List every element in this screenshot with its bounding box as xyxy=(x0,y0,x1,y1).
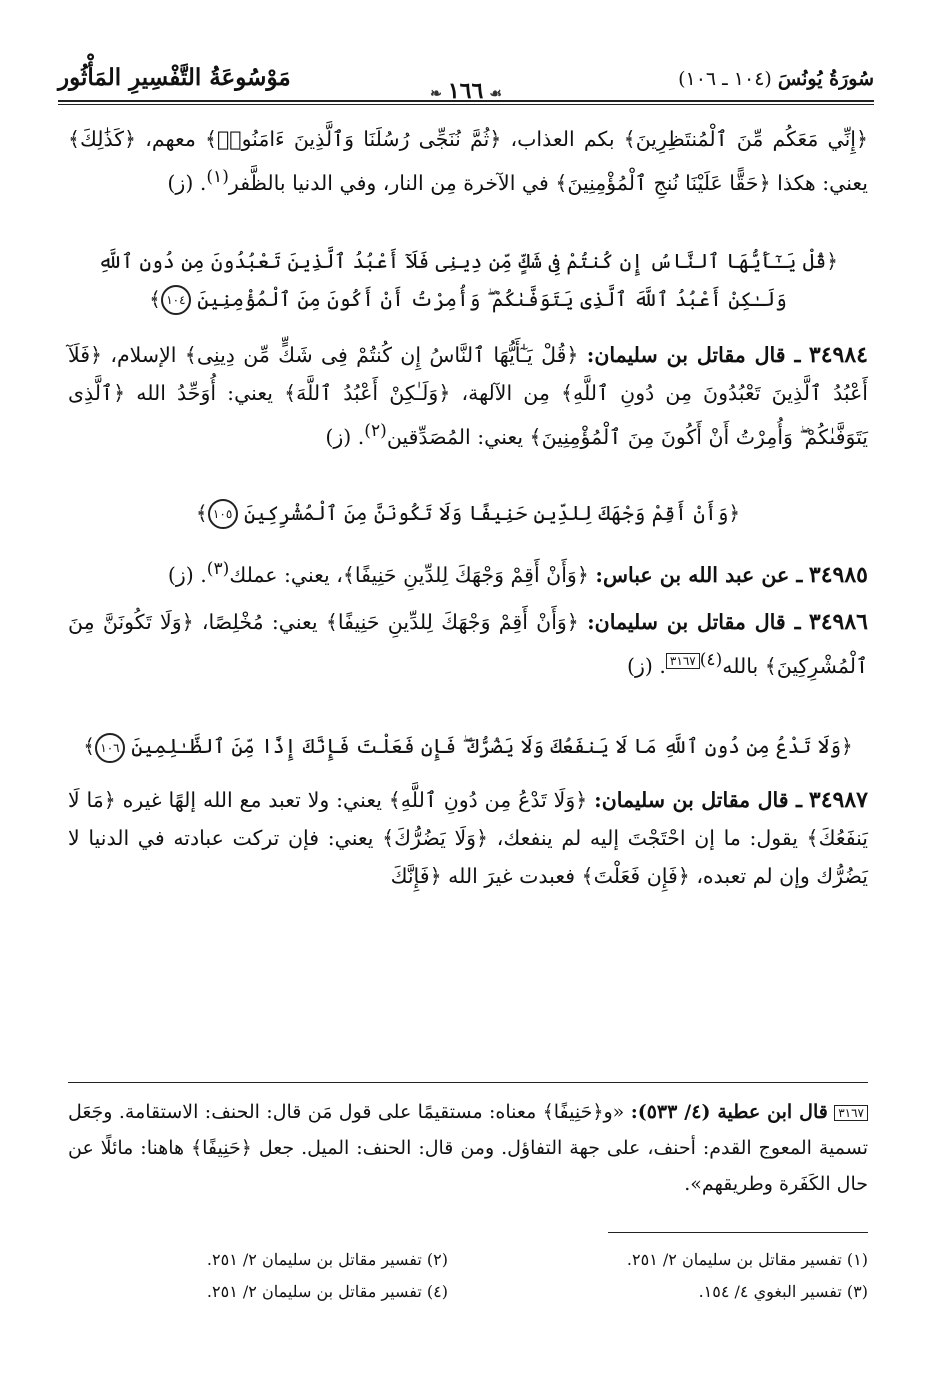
narration-34986 xyxy=(68,603,868,685)
riwaya-code: . (ز) xyxy=(167,562,207,587)
surah-name: سُورَةُ يُونُسَ xyxy=(777,68,874,90)
book-title: مَوْسُوعَةُ التَّفْسِيرِ المَأْثُور xyxy=(58,64,291,91)
intro-paragraph xyxy=(68,120,868,202)
ayah-104: ﴿قُلْ يَـٰٓأَيُّهَا ٱلنَّاسُ إِن كُنتُمْ فِى شَكٍّ مِّن دِينِى فَلَآ أَعْبُدُ ٱلَّذِينَ تَعْبُدُونَ مِن دُونِ ٱللَّهِ وَلَـٰكِنْ أَعْبُدُ ٱللَّهَ ٱلَّذِى يَتَوَفَّىٰكُمْ ۖ وَأُمِرْتُ أَنْ أَكُونَ مِنَ ٱلْمُؤْمِنِينَ ١٠٤﴾ xyxy=(68,242,868,318)
commentary-text: «و﴿حَنِيفًا﴾ معناه: مستقيمًا على قول مَن قال: الحنف: الاستقامة. وجَعَل تسمية المعوج القدم: أحنف، على جهة التفاؤل. ومن قال: الحنف: الميل. جعل ﴿حَنِيفًا﴾ هاهنا: مائلًا عن حال الكَفَرة وطريقهم». xyxy=(68,1101,868,1195)
footnote-item: (٢) تفسير مقاتل بن سليمان ٢/ ٢٥١. xyxy=(206,1250,448,1269)
footnote-item: (٤) تفسير مقاتل بن سليمان ٢/ ٢٥١. xyxy=(206,1282,448,1301)
footnote-ref: (٣) xyxy=(206,558,230,579)
narrator: ـ عن عبد الله بن عباس: xyxy=(595,562,803,587)
ayah-number-marker: ١٠٤ xyxy=(161,285,191,315)
ayah-105: ﴿وَأَنْ أَقِمْ وَجْهَكَ لِلدِّينِ حَنِيفًا وَلَا تَكُونَنَّ مِنَ ٱلْمُشْرِكِينَ ١٠٥﴾ xyxy=(68,494,868,532)
footnotes xyxy=(68,1244,868,1308)
riwaya-code: . (ز) xyxy=(626,654,666,679)
ornament-icon: ❧ xyxy=(430,86,442,102)
ayah-line: ﴿وَأَنْ أَقِمْ وَجْهَكَ لِلدِّينِ حَنِيفًا وَلَا تَكُونَنَّ مِنَ ٱلْمُشْرِكِينَ xyxy=(243,500,741,525)
header-rule-thin xyxy=(58,104,874,105)
footnote-item: (١) تفسير مقاتل بن سليمان ٢/ ٢٥١. xyxy=(626,1250,868,1269)
ayah-number-marker: ١٠٥ xyxy=(208,499,238,529)
narration-34985 xyxy=(68,550,868,594)
header-rule xyxy=(58,100,874,102)
narration-34984 xyxy=(68,336,868,456)
narration-text: ﴿وَأَنْ أَقِمْ وَجْهَكَ لِلدِّينِ حَنِيفًا﴾، يعني: عملك xyxy=(229,562,589,587)
narrator: ـ قال مقاتل بن سليمان: xyxy=(586,342,801,367)
commentary-note xyxy=(68,1094,868,1202)
ayah-line: وَلَـٰكِنْ أَعْبُدُ ٱللَّهَ ٱلَّذِى يَتَوَفَّىٰكُمْ ۖ وَأُمِرْتُ أَنْ أَكُونَ مِنَ ٱلْمُؤْمِنِينَ xyxy=(197,286,787,311)
narration-number: ٣٤٩٨٦ xyxy=(808,609,868,636)
narration-text: ﴿وَلَا تَدْعُ مِن دُونِ ٱللَّهِ﴾ يعني: ولا تعبد مع الله إلهًا غيره ﴿مَا لَا يَنفَعُكَ﴾ يقول: ما إن احْتَجْتَ إليه لم ينفعك، ﴿وَلَا يَضُرُّكَ﴾ يعني: فإن تركت عبادته في الدنيا لا يَضُرُّك وإن لم تعبده، ﴿فَإِن فَعَلْتَ﴾ فعبدت غيرَ الله ﴿فَإِنَّكَ xyxy=(68,788,868,889)
ornament-icon: ☙ xyxy=(489,86,502,102)
narration-number: ٣٤٩٨٤ xyxy=(808,341,868,368)
commentary-ref-box: ٣١٦٧ xyxy=(834,1105,868,1121)
narration-text: ﴿وَأَنْ أَقِمْ وَجْهَكَ لِلدِّينِ حَنِيفًا﴾ يعني: مُخْلِصًا، ﴿وَلَا تَكُونَنَّ مِنَ ٱلْمُشْرِكِينَ﴾ بالله xyxy=(68,610,868,679)
narration-number: ٣٤٩٨٥ xyxy=(808,561,868,588)
page-number: ١٦٦ xyxy=(447,78,484,104)
page-body xyxy=(68,120,868,895)
footnote-separator xyxy=(608,1232,868,1233)
commentary-ref-box: ٣١٦٧ xyxy=(666,653,700,669)
narrator: ـ قال مقاتل بن سليمان: xyxy=(587,610,801,635)
narration-text: ﴿قُلْ يَـٰٓأَيُّهَا ٱلنَّاسُ إِن كُنتُمْ فِى شَكٍّ مِّن دِينِى﴾ الإسلام، ﴿فَلَآ أَعْبُدُ ٱلَّذِينَ تَعْبُدُونَ مِن دُونِ ٱللَّهِ﴾ مِن الآلهة، ﴿وَلَـٰكِنْ أَعْبُدُ ٱللَّهَ﴾ يعني: أُوَحِّدُ الله ﴿ٱلَّذِى يَتَوَفَّىٰكُمْ ۖ وَأُمِرْتُ أَنْ أَكُونَ مِنَ ٱلْمُؤْمِنِينَ﴾ يعني: المُصَدِّقين xyxy=(68,342,868,449)
narration-34987 xyxy=(68,781,868,895)
footnote-ref: (٤) xyxy=(699,650,723,671)
riwaya-code: . (ز) xyxy=(167,170,207,195)
narrator: ـ قال مقاتل بن سليمان: xyxy=(594,788,803,813)
ayah-line: ﴿قُلْ يَـٰٓأَيُّهَا ٱلنَّاسُ إِن كُنتُمْ فِى شَكٍّ مِّن دِينِى فَلَآ أَعْبُدُ ٱلَّذِينَ تَعْبُدُونَ مِن دُونِ ٱللَّهِ xyxy=(98,248,838,273)
riwaya-code: . (ز) xyxy=(325,424,365,449)
footnote-item: (٣) تفسير البغوي ٤/ ١٥٤. xyxy=(698,1282,868,1301)
intro-line: ﴿إِنِّي مَعَكُم مِّنَ ٱلْمُنتَظِرِينَ﴾ بكم العذاب، ﴿ثُمَّ نُنَجِّى رُسُلَنَا وَٱلَّذِينَ ءَامَنُوا۟﴾ معهم، xyxy=(145,127,868,151)
commentary-source: قال ابن عطية (٤/ ٥٣٣): xyxy=(630,1101,828,1123)
footnote-ref: (١) xyxy=(206,167,229,187)
ayah-106: ﴿وَلَا تَدْعُ مِن دُونِ ٱللَّهِ مَا لَا يَنفَعُكَ وَلَا يَضُرُّكَ ۖ فَإِن فَعَلْتَ فَإِنَّكَ إِذًا مِّنَ ٱلظَّـٰلِمِينَ ١٠٦﴾ xyxy=(68,727,868,765)
intro-line: بالظَّفر xyxy=(228,170,286,195)
ayah-number-marker: ١٠٦ xyxy=(95,733,125,763)
page-header xyxy=(58,62,874,102)
narration-number: ٣٤٩٨٧ xyxy=(808,787,868,814)
ayah-line: ﴿وَلَا تَدْعُ مِن دُونِ ٱللَّهِ مَا لَا يَنفَعُكَ وَلَا يَضُرُّكَ ۖ فَإِن فَعَلْتَ فَإِنَّكَ إِذًا مِّنَ ٱلظَّـٰلِمِينَ xyxy=(131,734,853,759)
footnote-ref: (٢) xyxy=(364,420,387,441)
commentary-separator xyxy=(68,1082,868,1083)
intro-line: ﴿كَذَٰلِكَ﴾ يعني: هكذا ﴿حَقًّا عَلَيْنَا نُنجِ ٱلْمُؤْمِنِينَ﴾ في الآخرة مِن النار، وفي الدنيا xyxy=(68,127,868,195)
ayah-range: (١٠٤ ـ ١٠٦) xyxy=(678,68,772,90)
